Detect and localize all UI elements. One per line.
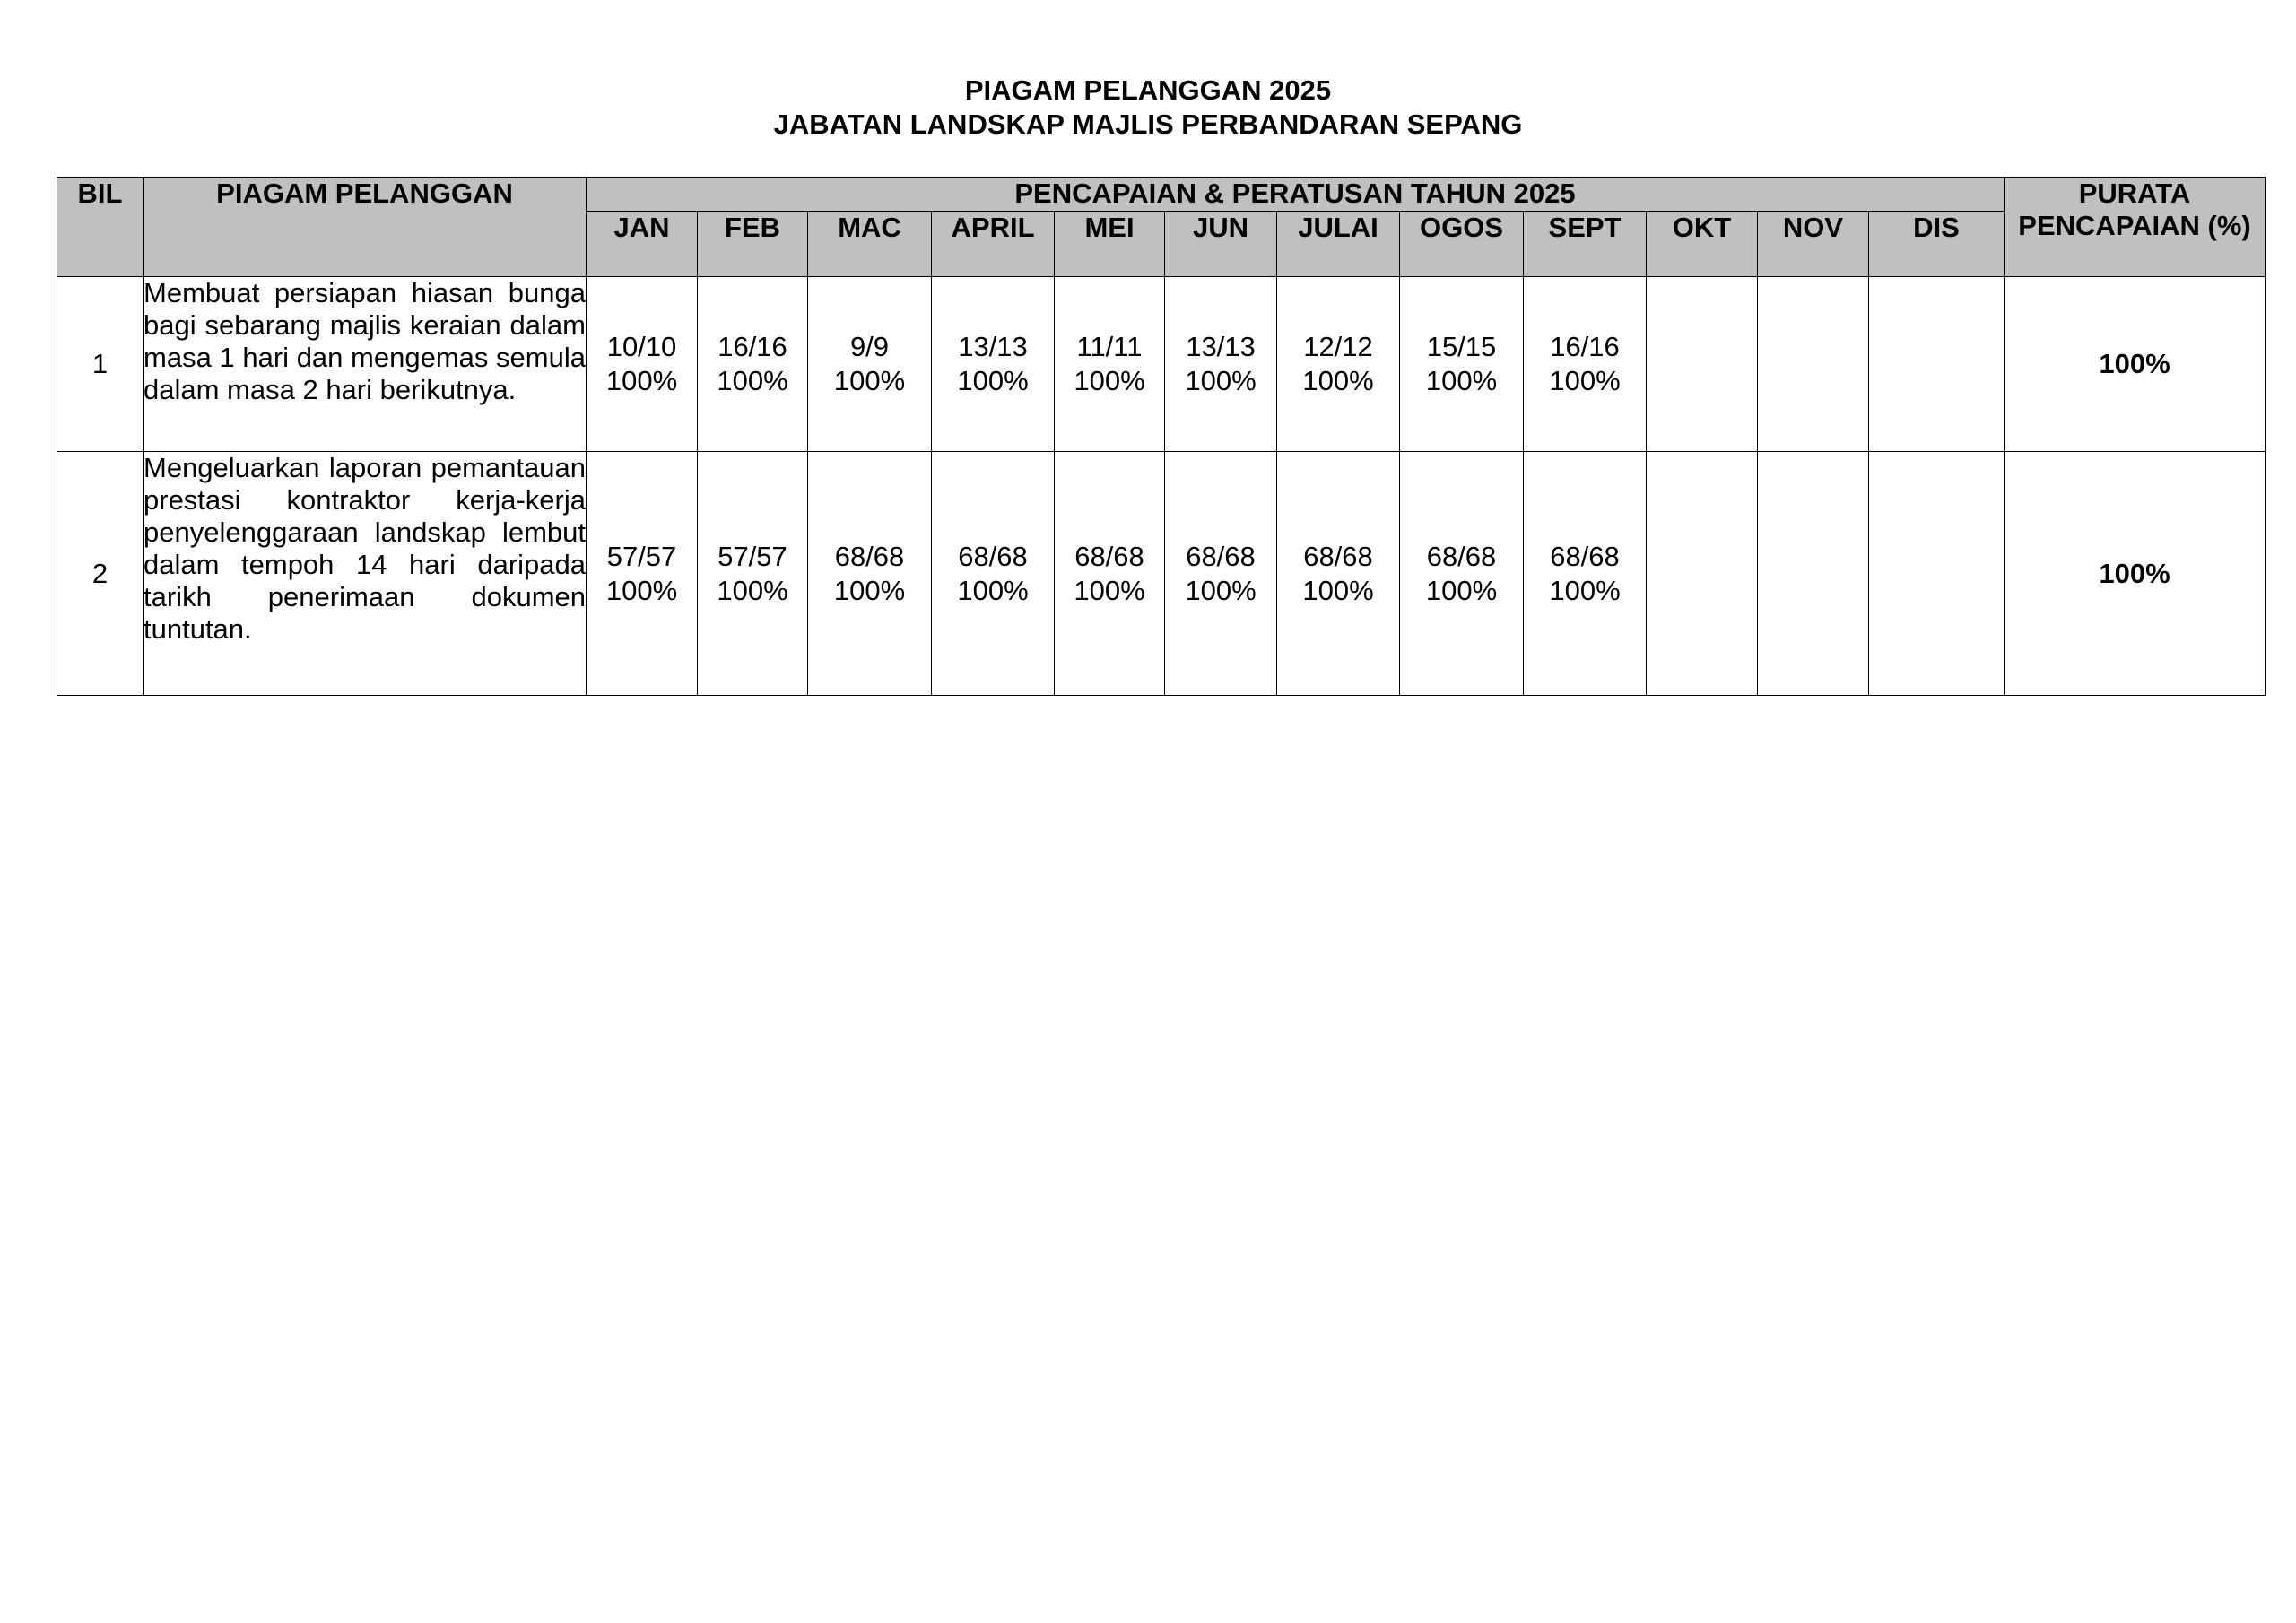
achievement-ratio: 68/68 [958, 540, 1028, 572]
header-row-top [57, 178, 2266, 212]
document-title [0, 74, 2296, 142]
achievement-ratio: 68/68 [1550, 540, 1620, 572]
month-value-cell-nov [1758, 452, 1869, 696]
header-month-april: APRIL [932, 212, 1055, 277]
achievement-ratio: 13/13 [958, 331, 1028, 362]
month-value-cell-mac [808, 277, 932, 452]
header-achievement: PENCAPAIAN & PERATUSAN TAHUN 2025 [587, 178, 2005, 212]
achievement-ratio: 68/68 [1186, 540, 1256, 572]
achievement-percent: 100% [1549, 574, 1621, 606]
month-value-cell-feb [698, 452, 808, 696]
achievement-percent: 100% [1302, 574, 1374, 606]
month-value-cell-sept [1524, 452, 1647, 696]
month-value-cell-julai [1277, 277, 1400, 452]
achievement-percent: 100% [605, 574, 678, 606]
achievement-percent: 100% [833, 365, 906, 396]
header-average: PURATA PENCAPAIAN (%) [2005, 178, 2266, 277]
month-value-cell-april [932, 452, 1055, 696]
header-month-sept: SEPT [1524, 212, 1647, 277]
achievement-percent: 100% [1425, 365, 1498, 396]
achievement-percent: 100% [1549, 365, 1621, 396]
achievement-percent: 100% [1185, 365, 1257, 396]
month-value-cell-ogos [1400, 277, 1524, 452]
achievement-ratio: 15/15 [1426, 331, 1497, 362]
achievement-ratio: 68/68 [1074, 540, 1144, 572]
header-month-mac: MAC [808, 212, 932, 277]
achievement-ratio: 57/57 [606, 540, 677, 572]
month-value-cell-jan [587, 277, 698, 452]
achievement-percent: 100% [717, 574, 788, 606]
achievement-ratio: 13/13 [1186, 331, 1256, 362]
row-number: 1 [57, 277, 144, 452]
charter-description: Membuat persiapan hiasan bunga bagi sebarang majlis keraian dalam masa 1 hari dan mengemas semula dalam masa 2 hari berikutnya. [144, 277, 587, 452]
month-value-cell-jan [587, 452, 698, 696]
achievement-percent: 100% [605, 365, 678, 396]
month-value-cell-okt [1647, 452, 1758, 696]
table-row [57, 452, 2266, 696]
achievement-ratio: 16/16 [1550, 331, 1620, 362]
header-month-okt: OKT [1647, 212, 1758, 277]
average-achievement: 100% [2005, 277, 2266, 452]
header-month-nov: NOV [1758, 212, 1869, 277]
average-achievement: 100% [2005, 452, 2266, 696]
achievement-ratio: 11/11 [1076, 331, 1143, 362]
achievement-ratio: 57/57 [718, 540, 787, 572]
month-value-cell-mei [1055, 452, 1165, 696]
month-value-cell-jun [1165, 452, 1277, 696]
title-line-1: PIAGAM PELANGGAN 2025 [964, 74, 1332, 106]
header-month-jun: JUN [1165, 212, 1277, 277]
customer-charter-table [57, 177, 2266, 696]
month-value-cell-julai [1277, 452, 1400, 696]
table-body [57, 277, 2266, 696]
achievement-ratio: 10/10 [606, 331, 677, 362]
achievement-percent: 100% [1185, 574, 1257, 606]
achievement-ratio: 68/68 [834, 540, 905, 572]
header-month-dis: DIS [1869, 212, 2005, 277]
achievement-percent: 100% [957, 365, 1029, 396]
month-value-cell-mei [1055, 277, 1165, 452]
achievement-percent: 100% [717, 365, 788, 396]
month-value-cell-feb [698, 277, 808, 452]
charter-description: Mengeluarkan laporan pemantauan prestasi kontraktor kerja-kerja penyelenggaraan landskap lembut dalam tempoh 14 hari daripada tarikh penerimaan dokumen tuntutan. [144, 452, 587, 696]
month-value-cell-jun [1165, 277, 1277, 452]
achievement-ratio: 12/12 [1303, 331, 1373, 362]
header-month-feb: FEB [698, 212, 808, 277]
achievement-percent: 100% [957, 574, 1029, 606]
month-value-cell-okt [1647, 277, 1758, 452]
table-row [57, 277, 2266, 452]
month-value-cell-dis [1869, 277, 2005, 452]
header-month-julai: JULAI [1277, 212, 1400, 277]
header-charter: PIAGAM PELANGGAN [144, 178, 587, 277]
achievement-ratio: 68/68 [1303, 540, 1373, 572]
month-value-cell-sept [1524, 277, 1647, 452]
row-number: 2 [57, 452, 144, 696]
header-month-jan: JAN [587, 212, 698, 277]
achievement-percent: 100% [1425, 574, 1498, 606]
achievement-ratio: 9/9 [849, 331, 890, 362]
achievement-percent: 100% [1302, 365, 1374, 396]
achievement-percent: 100% [1074, 365, 1145, 396]
month-value-cell-nov [1758, 277, 1869, 452]
month-value-cell-mac [808, 452, 932, 696]
title-line-2: JABATAN LANDSKAP MAJLIS PERBANDARAN SEPANG [773, 108, 1523, 140]
month-value-cell-dis [1869, 452, 2005, 696]
header-bil: BIL [57, 178, 144, 277]
achievement-ratio: 16/16 [718, 331, 787, 362]
achievement-percent: 100% [1074, 574, 1145, 606]
header-month-mei: MEI [1055, 212, 1165, 277]
achievement-percent: 100% [833, 574, 906, 606]
month-value-cell-ogos [1400, 452, 1524, 696]
header-month-ogos: OGOS [1400, 212, 1524, 277]
month-value-cell-april [932, 277, 1055, 452]
achievement-ratio: 68/68 [1426, 540, 1497, 572]
